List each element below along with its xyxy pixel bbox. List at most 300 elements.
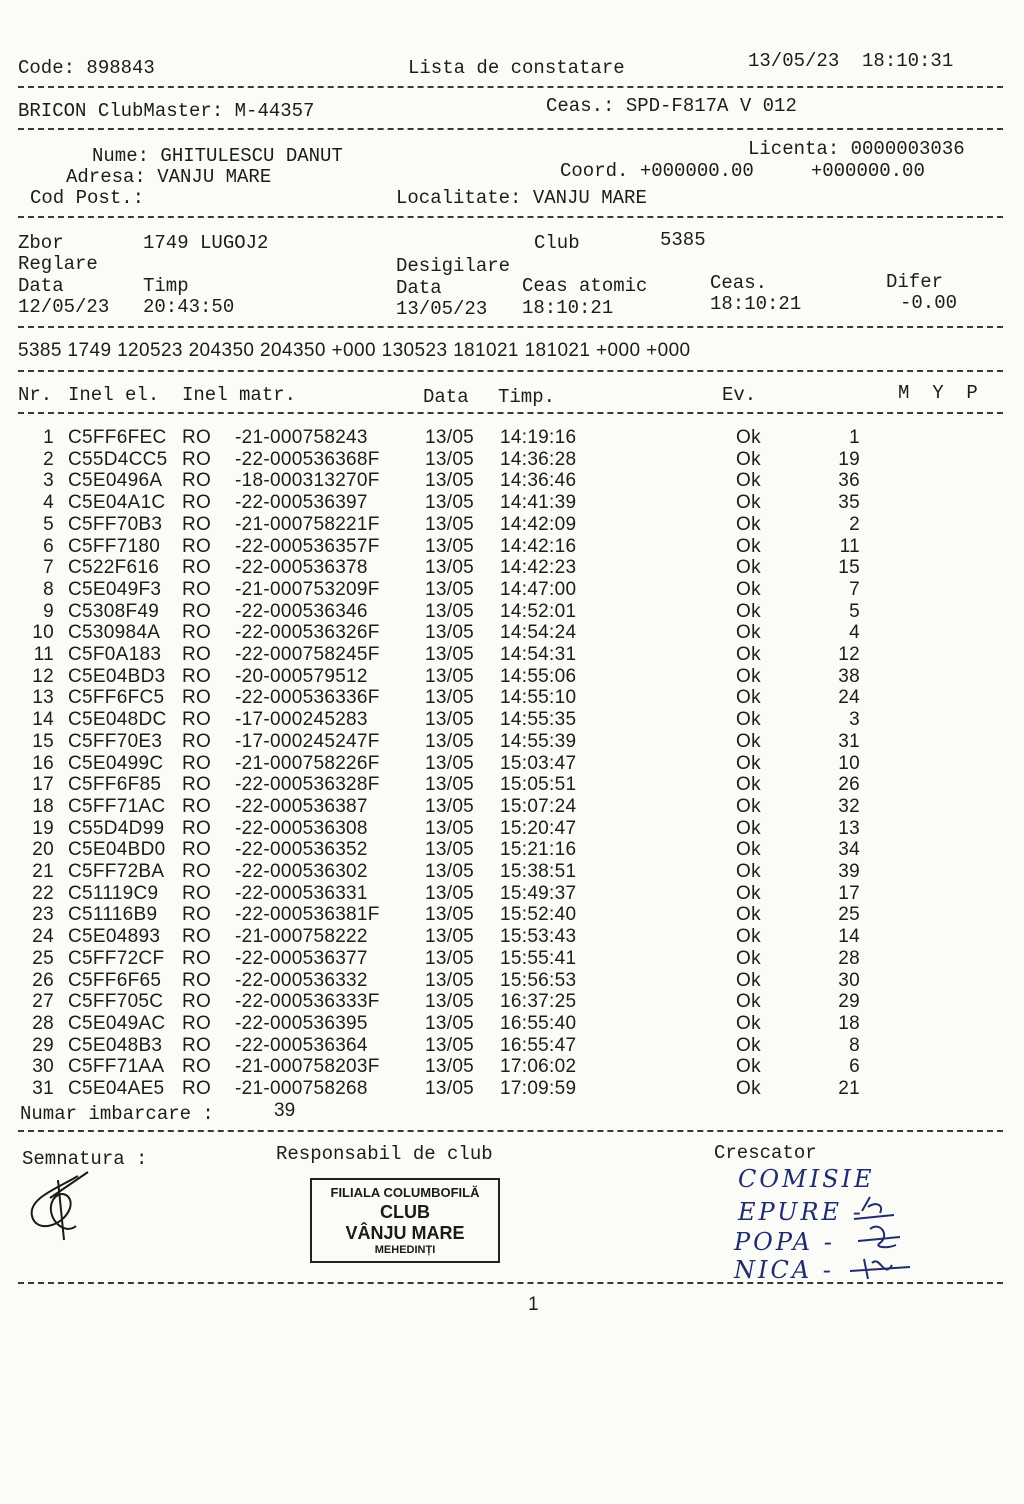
row-number: 18 bbox=[32, 795, 54, 817]
arrival-date: 13/05 bbox=[425, 795, 475, 817]
arrival-time: 14:36:28 bbox=[500, 448, 577, 470]
position: 8 bbox=[849, 1034, 860, 1056]
code-line: 5385 1749 120523 204350 204350 +000 130523 181021 181021 +000 +000 bbox=[18, 340, 691, 361]
reg-time-label: Timp bbox=[143, 275, 189, 297]
position: 30 bbox=[838, 969, 860, 991]
row-number: 25 bbox=[32, 947, 54, 969]
locality: Localitate: VANJU MARE bbox=[396, 187, 647, 209]
club-value: 5385 bbox=[660, 229, 706, 251]
event-status: Ok bbox=[736, 861, 761, 882]
event-status: Ok bbox=[736, 1056, 761, 1078]
position: 1 bbox=[849, 427, 860, 448]
event-status: Ok bbox=[736, 817, 761, 839]
row-number: 15 bbox=[32, 730, 54, 752]
ring-number: -22-000536331 bbox=[235, 882, 368, 904]
electronic-ring: C51116B9 bbox=[68, 904, 158, 926]
handwriting-line-2: EPURE - bbox=[738, 1198, 864, 1226]
country-code: RO bbox=[182, 1078, 212, 1099]
print-datetime: 13/05/23 18:10:31 bbox=[748, 50, 954, 72]
arrival-date: 13/05 bbox=[425, 1056, 475, 1078]
row-number: 31 bbox=[32, 1078, 54, 1099]
row-number: 5 bbox=[43, 513, 54, 535]
boarding-count-value: 39 bbox=[274, 1100, 296, 1121]
stamp-line-1: FILIALA COLUMBOFILĂ bbox=[330, 1185, 480, 1200]
electronic-ring: C5FF72BA bbox=[68, 861, 165, 882]
electronic-ring: C55D4D99 bbox=[68, 817, 165, 839]
des-atomic-time: 18:10:21 bbox=[522, 297, 614, 319]
arrival-time: 14:55:35 bbox=[500, 709, 577, 731]
country-code: RO bbox=[182, 600, 212, 622]
reg-date-label: Data bbox=[18, 275, 64, 297]
country-code: RO bbox=[182, 730, 212, 752]
position: 4 bbox=[849, 622, 860, 644]
electronic-ring: C5FF6F65 bbox=[68, 969, 162, 991]
ring-number: -17-000245247F bbox=[235, 730, 380, 752]
divider bbox=[18, 412, 1003, 414]
table-row bbox=[0, 796, 1024, 818]
arrival-time: 15:03:47 bbox=[500, 752, 577, 774]
event-status: Ok bbox=[736, 882, 761, 904]
electronic-ring: C51119C9 bbox=[68, 882, 159, 904]
col-ev: Ev. bbox=[722, 384, 757, 406]
position: 35 bbox=[838, 492, 860, 514]
row-number: 14 bbox=[32, 709, 54, 731]
position: 5 bbox=[849, 600, 860, 622]
position: 19 bbox=[838, 448, 860, 470]
table-row bbox=[0, 1056, 1024, 1078]
ring-number: -21-000758221F bbox=[235, 513, 380, 535]
event-status: Ok bbox=[736, 795, 761, 817]
arrival-date: 13/05 bbox=[425, 644, 475, 665]
row-number: 30 bbox=[32, 1056, 54, 1078]
row-number: 17 bbox=[32, 774, 54, 796]
country-code: RO bbox=[182, 513, 212, 535]
clock-label: Ceas. bbox=[710, 272, 768, 294]
country-code: RO bbox=[182, 1034, 212, 1056]
row-number: 19 bbox=[32, 817, 54, 839]
arrival-date: 13/05 bbox=[425, 448, 475, 470]
arrival-time: 14:55:39 bbox=[500, 730, 577, 752]
position: 26 bbox=[838, 774, 860, 796]
position: 12 bbox=[838, 644, 860, 665]
coordinates: Coord. +000000.00 +000000.00 bbox=[560, 160, 925, 182]
arrival-time: 15:07:24 bbox=[500, 795, 577, 817]
table-row bbox=[0, 948, 1024, 970]
flight-label: Zbor bbox=[18, 232, 64, 254]
table-row bbox=[0, 991, 1024, 1013]
divider bbox=[18, 370, 1003, 372]
system-id: BRICON ClubMaster: M-44357 bbox=[18, 100, 315, 122]
country-code: RO bbox=[182, 578, 212, 600]
position: 34 bbox=[838, 839, 860, 861]
event-status: Ok bbox=[736, 492, 761, 514]
table-row bbox=[0, 839, 1024, 861]
arrival-time: 16:55:47 bbox=[500, 1034, 577, 1056]
electronic-ring: C5E04BD3 bbox=[68, 665, 166, 687]
arrival-time: 14:42:23 bbox=[500, 557, 577, 579]
table-row bbox=[0, 449, 1024, 471]
stamp-line-4: MEHEDINȚI bbox=[374, 1244, 436, 1256]
row-number: 9 bbox=[43, 600, 54, 622]
arrival-time: 15:55:41 bbox=[500, 947, 577, 969]
position: 29 bbox=[838, 991, 860, 1013]
arrival-time: 15:21:16 bbox=[500, 839, 577, 861]
ring-number: -22-000536302 bbox=[235, 861, 368, 882]
position: 38 bbox=[838, 665, 860, 687]
ring-number: -22-000536364 bbox=[235, 1034, 368, 1056]
country-code: RO bbox=[182, 622, 212, 644]
arrival-date: 13/05 bbox=[425, 904, 475, 926]
des-date: 13/05/23 bbox=[396, 298, 488, 320]
electronic-ring: C5FF6FEC bbox=[68, 427, 167, 448]
arrival-date: 13/05 bbox=[425, 817, 475, 839]
position: 6 bbox=[849, 1056, 860, 1078]
arrival-date: 13/05 bbox=[425, 969, 475, 991]
table-row bbox=[0, 470, 1024, 492]
country-code: RO bbox=[182, 904, 212, 926]
table-row bbox=[0, 622, 1024, 644]
arrival-time: 15:49:37 bbox=[500, 882, 577, 904]
page-number: 1 bbox=[528, 1294, 539, 1315]
event-status: Ok bbox=[736, 709, 761, 731]
ring-number: -17-000245283 bbox=[235, 709, 368, 731]
arrival-date: 13/05 bbox=[425, 947, 475, 969]
clock-id: Ceas.: SPD-F817A V 012 bbox=[546, 95, 797, 117]
electronic-ring: C530984A bbox=[68, 622, 161, 644]
arrival-time: 16:37:25 bbox=[500, 991, 577, 1013]
divider bbox=[18, 1130, 1003, 1132]
stamp-line-2: CLUB bbox=[380, 1202, 430, 1222]
ring-number: -22-000536336F bbox=[235, 687, 380, 709]
arrival-time: 15:20:47 bbox=[500, 817, 577, 839]
country-code: RO bbox=[182, 861, 212, 882]
electronic-ring: C522F616 bbox=[68, 557, 160, 579]
arrival-date: 13/05 bbox=[425, 600, 475, 622]
event-status: Ok bbox=[736, 687, 761, 709]
arrival-time: 17:06:02 bbox=[500, 1056, 577, 1078]
row-number: 3 bbox=[43, 470, 54, 492]
country-code: RO bbox=[182, 709, 212, 731]
ring-number: -22-000536328F bbox=[235, 774, 380, 796]
handwriting-line-4: NICA - bbox=[734, 1256, 834, 1284]
atomic-clock-label: Ceas atomic bbox=[522, 275, 648, 297]
position: 21 bbox=[838, 1078, 860, 1099]
arrival-date: 13/05 bbox=[425, 622, 475, 644]
event-status: Ok bbox=[736, 1012, 761, 1034]
arrival-time: 14:54:24 bbox=[500, 622, 577, 644]
des-clock-time: 18:10:21 bbox=[710, 293, 802, 315]
arrival-time: 14:52:01 bbox=[500, 600, 577, 622]
arrival-time: 14:47:00 bbox=[500, 578, 577, 600]
arrival-time: 15:52:40 bbox=[500, 904, 577, 926]
arrival-date: 13/05 bbox=[425, 513, 475, 535]
ring-number: -18-000313270F bbox=[235, 470, 380, 492]
ring-number: -22-000536395 bbox=[235, 1012, 368, 1034]
handwritten-initials bbox=[850, 1195, 940, 1290]
row-number: 4 bbox=[43, 492, 54, 514]
row-number: 16 bbox=[32, 752, 54, 774]
row-number: 1 bbox=[43, 427, 54, 448]
arrival-date: 13/05 bbox=[425, 709, 475, 731]
desigilare-label: Desigilare bbox=[396, 255, 511, 277]
col-inel-matr: Inel matr. bbox=[182, 384, 297, 406]
license-number: Licenta: 0000003036 bbox=[748, 138, 965, 160]
electronic-ring: C5FF705C bbox=[68, 991, 164, 1013]
signature-label: Semnatura : bbox=[22, 1148, 148, 1170]
table-row bbox=[0, 666, 1024, 688]
divider bbox=[18, 1282, 1003, 1284]
event-status: Ok bbox=[736, 665, 761, 687]
table-row bbox=[0, 492, 1024, 514]
table-row bbox=[0, 1013, 1024, 1035]
position: 3 bbox=[849, 709, 860, 731]
electronic-ring: C55D4CC5 bbox=[68, 448, 168, 470]
arrival-time: 14:41:39 bbox=[500, 492, 577, 514]
position: 13 bbox=[838, 817, 860, 839]
ring-number: -21-000758203F bbox=[235, 1056, 380, 1078]
country-code: RO bbox=[182, 427, 212, 448]
ring-number: -22-000536333F bbox=[235, 991, 380, 1013]
document-title: Lista de constatare bbox=[408, 57, 625, 79]
arrival-date: 13/05 bbox=[425, 1034, 475, 1056]
event-status: Ok bbox=[736, 752, 761, 774]
position: 28 bbox=[838, 947, 860, 969]
ring-number: -22-000536332 bbox=[235, 969, 368, 991]
ring-number: -22-000536357F bbox=[235, 535, 380, 557]
arrival-date: 13/05 bbox=[425, 730, 475, 752]
arrival-time: 14:55:10 bbox=[500, 687, 577, 709]
country-code: RO bbox=[182, 470, 212, 492]
electronic-ring: C5E048B3 bbox=[68, 1034, 163, 1056]
col-inel-el: Inel el. bbox=[68, 384, 160, 406]
country-code: RO bbox=[182, 839, 212, 861]
signature-scribble bbox=[18, 1168, 118, 1248]
ring-number: -22-000536377 bbox=[235, 947, 368, 969]
table-row bbox=[0, 731, 1024, 753]
event-status: Ok bbox=[736, 904, 761, 926]
country-code: RO bbox=[182, 1012, 212, 1034]
electronic-ring: C5E049AC bbox=[68, 1012, 166, 1034]
row-number: 13 bbox=[32, 687, 54, 709]
des-date-label: Data bbox=[396, 277, 442, 299]
reg-date: 12/05/23 bbox=[18, 296, 110, 318]
table-row bbox=[0, 644, 1024, 666]
electronic-ring: C5F0A183 bbox=[68, 644, 162, 665]
electronic-ring: C5FF70E3 bbox=[68, 730, 163, 752]
country-code: RO bbox=[182, 557, 212, 579]
event-status: Ok bbox=[736, 427, 761, 448]
row-number: 26 bbox=[32, 969, 54, 991]
col-data: Data bbox=[423, 386, 469, 408]
electronic-ring: C5FF70B3 bbox=[68, 513, 163, 535]
position: 17 bbox=[838, 882, 860, 904]
electronic-ring: C5E049F3 bbox=[68, 578, 162, 600]
ring-number: -22-000536378 bbox=[235, 557, 368, 579]
table-row bbox=[0, 818, 1024, 840]
stamp-line-3: VÂNJU MARE bbox=[345, 1223, 465, 1243]
electronic-ring: C5E0496A bbox=[68, 470, 163, 492]
postcode-label: Cod Post.: bbox=[30, 187, 145, 209]
code-label: Code: 898843 bbox=[18, 57, 155, 79]
position: 36 bbox=[838, 470, 860, 492]
event-status: Ok bbox=[736, 730, 761, 752]
breeder-label: Crescator bbox=[714, 1142, 817, 1164]
position: 14 bbox=[838, 926, 860, 948]
table-row bbox=[0, 926, 1024, 948]
arrival-date: 13/05 bbox=[425, 861, 475, 882]
electronic-ring: C5E04893 bbox=[68, 926, 161, 948]
electronic-ring: C5FF71AC bbox=[68, 795, 166, 817]
arrival-time: 16:55:40 bbox=[500, 1012, 577, 1034]
arrival-date: 13/05 bbox=[425, 427, 475, 448]
position: 39 bbox=[838, 861, 860, 882]
position: 2 bbox=[849, 513, 860, 535]
country-code: RO bbox=[182, 492, 212, 514]
table-row bbox=[0, 709, 1024, 731]
electronic-ring: C5E048DC bbox=[68, 709, 167, 731]
arrival-date: 13/05 bbox=[425, 839, 475, 861]
position: 15 bbox=[838, 557, 860, 579]
country-code: RO bbox=[182, 687, 212, 709]
country-code: RO bbox=[182, 752, 212, 774]
handwriting-line-3: POPA - bbox=[734, 1228, 835, 1256]
arrival-date: 13/05 bbox=[425, 687, 475, 709]
club-responsible-label: Responsabil de club bbox=[276, 1143, 493, 1165]
table-row bbox=[0, 883, 1024, 905]
country-code: RO bbox=[182, 795, 212, 817]
position: 25 bbox=[838, 904, 860, 926]
country-code: RO bbox=[182, 644, 212, 665]
table-row bbox=[0, 687, 1024, 709]
reg-time: 20:43:50 bbox=[143, 296, 235, 318]
event-status: Ok bbox=[736, 535, 761, 557]
ring-number: -22-000536381F bbox=[235, 904, 380, 926]
owner-name: Nume: GHITULESCU DANUT bbox=[92, 145, 343, 167]
electronic-ring: C5308F49 bbox=[68, 600, 160, 622]
arrival-time: 15:53:43 bbox=[500, 926, 577, 948]
arrival-time: 14:42:09 bbox=[500, 513, 577, 535]
ring-number: -21-000758226F bbox=[235, 752, 380, 774]
divider bbox=[18, 326, 1003, 328]
arrival-time: 14:55:06 bbox=[500, 665, 577, 687]
event-status: Ok bbox=[736, 839, 761, 861]
arrival-time: 14:19:16 bbox=[500, 427, 577, 448]
ring-number: -21-000758268 bbox=[235, 1078, 368, 1099]
table-row bbox=[0, 861, 1024, 883]
ring-number: -22-000536346 bbox=[235, 600, 368, 622]
row-number: 6 bbox=[43, 535, 54, 557]
table-row bbox=[0, 1078, 1024, 1100]
ring-number: -21-000753209F bbox=[235, 578, 380, 600]
arrival-time: 15:05:51 bbox=[500, 774, 577, 796]
arrival-date: 13/05 bbox=[425, 752, 475, 774]
arrival-time: 14:36:46 bbox=[500, 470, 577, 492]
electronic-ring: C5E0499C bbox=[68, 752, 164, 774]
divider bbox=[18, 128, 1003, 130]
country-code: RO bbox=[182, 535, 212, 557]
row-number: 12 bbox=[32, 665, 54, 687]
position: 31 bbox=[838, 730, 860, 752]
ring-number: -22-000536308 bbox=[235, 817, 368, 839]
row-number: 2 bbox=[43, 448, 54, 470]
difference-label: Difer bbox=[886, 271, 944, 293]
position: 32 bbox=[838, 795, 860, 817]
country-code: RO bbox=[182, 665, 212, 687]
table-row bbox=[0, 1035, 1024, 1057]
country-code: RO bbox=[182, 817, 212, 839]
event-status: Ok bbox=[736, 1078, 761, 1099]
arrival-date: 13/05 bbox=[425, 470, 475, 492]
row-number: 21 bbox=[32, 861, 54, 882]
electronic-ring: C5E04AE5 bbox=[68, 1078, 165, 1099]
col-nr: Nr. bbox=[18, 384, 53, 406]
club-label: Club bbox=[534, 232, 580, 254]
event-status: Ok bbox=[736, 448, 761, 470]
table-row bbox=[0, 427, 1024, 449]
arrival-time: 15:38:51 bbox=[500, 861, 577, 882]
club-stamp bbox=[310, 1178, 500, 1263]
arrival-date: 13/05 bbox=[425, 882, 475, 904]
ring-number: -22-000536326F bbox=[235, 622, 380, 644]
arrival-date: 13/05 bbox=[425, 557, 475, 579]
reglare-label: Reglare bbox=[18, 253, 98, 275]
table-row bbox=[0, 514, 1024, 536]
handwriting-line-1: COMISIE bbox=[738, 1165, 875, 1193]
table-row bbox=[0, 536, 1024, 558]
ring-number: -21-000758243 bbox=[235, 427, 368, 448]
country-code: RO bbox=[182, 882, 212, 904]
position: 7 bbox=[849, 578, 860, 600]
arrival-date: 13/05 bbox=[425, 492, 475, 514]
table-row bbox=[0, 753, 1024, 775]
arrival-date: 13/05 bbox=[425, 774, 475, 796]
event-status: Ok bbox=[736, 557, 761, 579]
electronic-ring: C5FF71AA bbox=[68, 1056, 165, 1078]
arrival-time: 14:54:31 bbox=[500, 644, 577, 665]
event-status: Ok bbox=[736, 774, 761, 796]
arrival-time: 15:56:53 bbox=[500, 969, 577, 991]
row-number: 8 bbox=[43, 578, 54, 600]
position: 10 bbox=[838, 752, 860, 774]
table-row bbox=[0, 557, 1024, 579]
event-status: Ok bbox=[736, 622, 761, 644]
arrival-date: 13/05 bbox=[425, 926, 475, 948]
divider bbox=[18, 86, 1003, 88]
event-status: Ok bbox=[736, 947, 761, 969]
row-number: 7 bbox=[43, 557, 54, 579]
event-status: Ok bbox=[736, 600, 761, 622]
country-code: RO bbox=[182, 969, 212, 991]
table-row bbox=[0, 970, 1024, 992]
difference-value: -0.00 bbox=[900, 292, 958, 314]
electronic-ring: C5FF6F85 bbox=[68, 774, 162, 796]
ring-number: -22-000758245F bbox=[235, 644, 380, 665]
electronic-ring: C5FF7180 bbox=[68, 535, 161, 557]
country-code: RO bbox=[182, 947, 212, 969]
row-number: 23 bbox=[32, 904, 54, 926]
ring-number: -22-000536397 bbox=[235, 492, 368, 514]
country-code: RO bbox=[182, 448, 212, 470]
row-number: 27 bbox=[32, 991, 54, 1013]
col-timp: Timp. bbox=[498, 386, 556, 408]
arrival-date: 13/05 bbox=[425, 665, 475, 687]
event-status: Ok bbox=[736, 578, 761, 600]
electronic-ring: C5FF72CF bbox=[68, 947, 165, 969]
event-status: Ok bbox=[736, 969, 761, 991]
country-code: RO bbox=[182, 991, 212, 1013]
arrival-date: 13/05 bbox=[425, 578, 475, 600]
event-status: Ok bbox=[736, 1034, 761, 1056]
